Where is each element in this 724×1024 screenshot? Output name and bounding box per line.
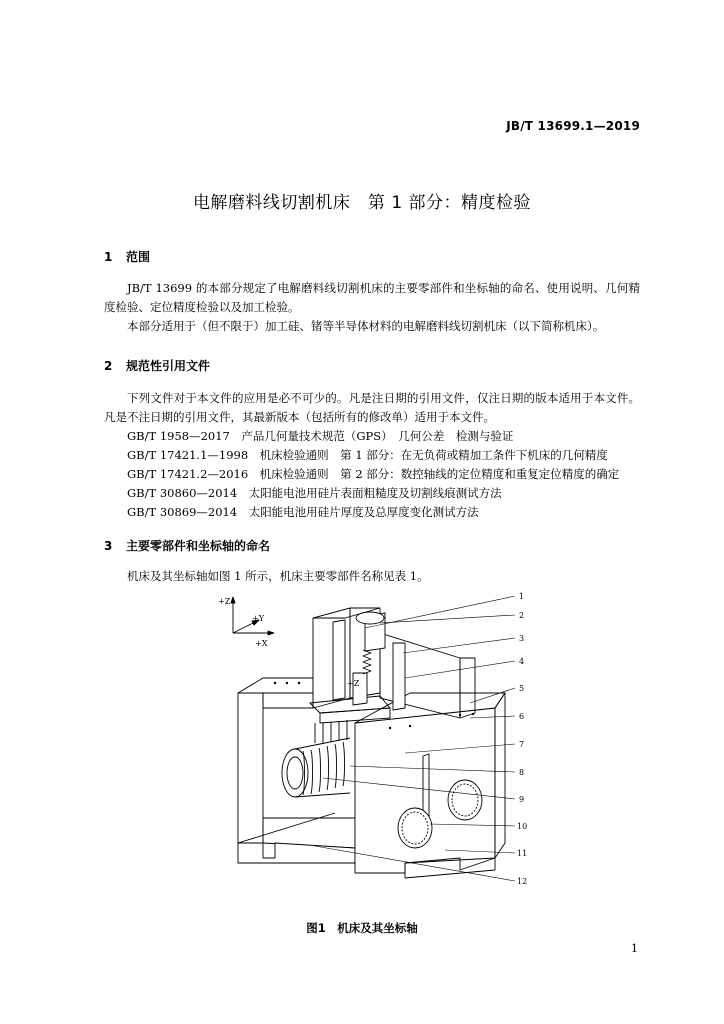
callout-label: 1 — [519, 592, 525, 601]
axis-x-label: +X — [255, 639, 268, 648]
axis-z-label: +Z — [218, 597, 231, 606]
axis-diagram — [218, 597, 274, 648]
machine-figure — [215, 588, 545, 908]
section-title: 范围 — [126, 250, 151, 264]
section-title: 主要零部件和坐标轴的命名 — [126, 539, 271, 553]
callout-label: 10 — [517, 822, 528, 831]
callout-label: 4 — [519, 657, 525, 666]
axis-y-label: +Y — [252, 614, 264, 623]
document-title: 电解磨料线切割机床 第 1 部分：精度检验 — [192, 193, 532, 213]
reference-item: GB/T 17421.1—1998 机床检验通则 第 1 部分：在无负荷或精加工条件下机床的几何精度 — [127, 448, 608, 462]
section-2-heading — [104, 357, 210, 374]
callout-label: 7 — [519, 740, 525, 749]
reference-item: GB/T 30869—2014 太阳能电池用硅片厚度及总厚度变化测试方法 — [127, 505, 479, 519]
paragraph: 下列文件对于本文件的应用是必不可少的。凡是注日期的引用文件，仅注日期的版本适用于本文件。凡是不注日期的引用文件，其最新版本（包括所有的修改单）适用于本文件。 — [104, 391, 640, 424]
section-number: 2 — [104, 359, 113, 373]
reference-item: GB/T 1958—2017 产品几何量技术规范（GPS） 几何公差 检测与验证 — [127, 429, 514, 443]
standard-number: JB/T 13699.1—2019 — [506, 119, 640, 133]
section-number: 3 — [104, 539, 113, 553]
section-title: 规范性引用文件 — [126, 359, 211, 373]
section-1-body — [104, 279, 640, 336]
paragraph: JB/T 13699 的本部分规定了电解磨料线切割机床的主要零部件和坐标轴的命名、使用说明、几何精度检验、定位精度检验以及加工检验。 — [104, 281, 640, 314]
page-number: 1 — [631, 942, 638, 955]
callout-labels — [517, 592, 527, 886]
paragraph: 本部分适用于（但不限于）加工硅、锗等半导体材料的电解磨料线切割机床（以下简称机床）。 — [127, 319, 605, 333]
reference-item: GB/T 17421.2—2016 机床检验通则 第 2 部分：数控轴线的定位精度和重复定位精度的确定 — [127, 467, 620, 481]
local-z-label: +Z — [347, 679, 360, 688]
callout-label: 12 — [517, 877, 528, 886]
callout-label: 3 — [519, 634, 525, 643]
section-3-heading — [104, 537, 270, 554]
callout-label: 11 — [517, 849, 528, 858]
machine-body — [238, 608, 505, 878]
figure-caption: 图1 机床及其坐标轴 — [306, 921, 418, 935]
callout-label: 9 — [519, 795, 525, 804]
section-3-body: 机床及其坐标轴如图 1 所示，机床主要零部件名称见表 1。 — [127, 569, 429, 583]
section-1-heading — [104, 248, 150, 265]
callout-label: 2 — [519, 611, 525, 620]
reference-list — [127, 427, 619, 522]
section-2-body — [104, 389, 640, 427]
reference-item: GB/T 30860—2014 太阳能电池用硅片表面粗糙度及切割线痕测试方法 — [127, 486, 502, 500]
callout-label: 5 — [519, 684, 525, 693]
section-number: 1 — [104, 250, 113, 264]
callout-label: 6 — [519, 712, 525, 721]
callout-label: 8 — [519, 768, 525, 777]
